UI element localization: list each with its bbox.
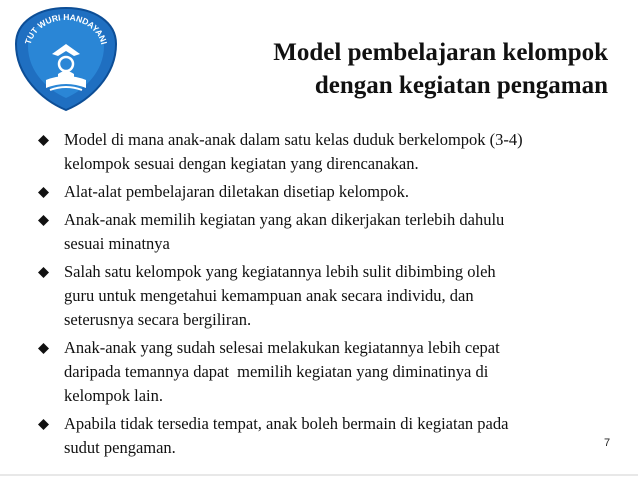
bullet-text-line: Anak-anak memilih kegiatan yang akan dikerjakan terlebih dahulu	[64, 210, 505, 229]
page-number: 7	[604, 437, 611, 449]
diamond-bullet-icon	[38, 135, 49, 146]
diamond-bullet-icon	[38, 343, 49, 354]
bullet-text-line: daripada temannya dapat memilih kegiatan yang diminatinya di	[64, 362, 489, 381]
title-line-2: dengan kegiatan pengaman	[314, 72, 608, 99]
bullet-item	[38, 260, 608, 332]
tut-wuri-handayani-logo	[8, 4, 124, 114]
bullet-text-line: kelompok lain.	[64, 386, 163, 405]
bullet-text-line: seterusnya secara bergiliran.	[64, 310, 252, 329]
bullet-text-line: kelompok sesuai dengan kegiatan yang direncanakan.	[64, 154, 419, 173]
bottom-divider	[0, 474, 638, 476]
bullet-text-line: Anak-anak yang sudah selesai melakukan kegiatannya lebih cepat	[64, 338, 500, 357]
bullet-list	[38, 128, 611, 464]
diamond-bullet-icon	[38, 215, 49, 226]
bullet-text-line: Model di mana anak-anak dalam satu kelas duduk berkelompok (3-4)	[64, 130, 523, 149]
bullet-text-line: sudut pengaman.	[64, 438, 176, 457]
bullet-text-line: guru untuk mengetahui kemampuan anak secara individu, dan	[64, 286, 474, 305]
bullet-text-line: sesuai minatnya	[64, 234, 170, 253]
bullet-item	[38, 336, 608, 408]
bullet-text-line: Alat-alat pembelajaran diletakan disetiap kelompok.	[64, 182, 409, 201]
bullet-item	[38, 180, 608, 204]
diamond-bullet-icon	[38, 187, 49, 198]
bullet-text-line: Salah satu kelompok yang kegiatannya lebih sulit dibimbing oleh	[64, 262, 496, 281]
bullet-item	[38, 412, 611, 460]
slide-title	[168, 36, 608, 102]
diamond-bullet-icon	[38, 267, 49, 278]
bullet-item	[38, 128, 608, 176]
bullet-item	[38, 208, 608, 256]
bullet-text-line: Apabila tidak tersedia tempat, anak boleh bermain di kegiatan pada	[64, 414, 509, 433]
logo-text: TUT WURI HANDAYANI	[22, 11, 110, 46]
title-line-1: Model pembelajaran kelompok	[273, 39, 608, 66]
diamond-bullet-icon	[38, 419, 49, 430]
